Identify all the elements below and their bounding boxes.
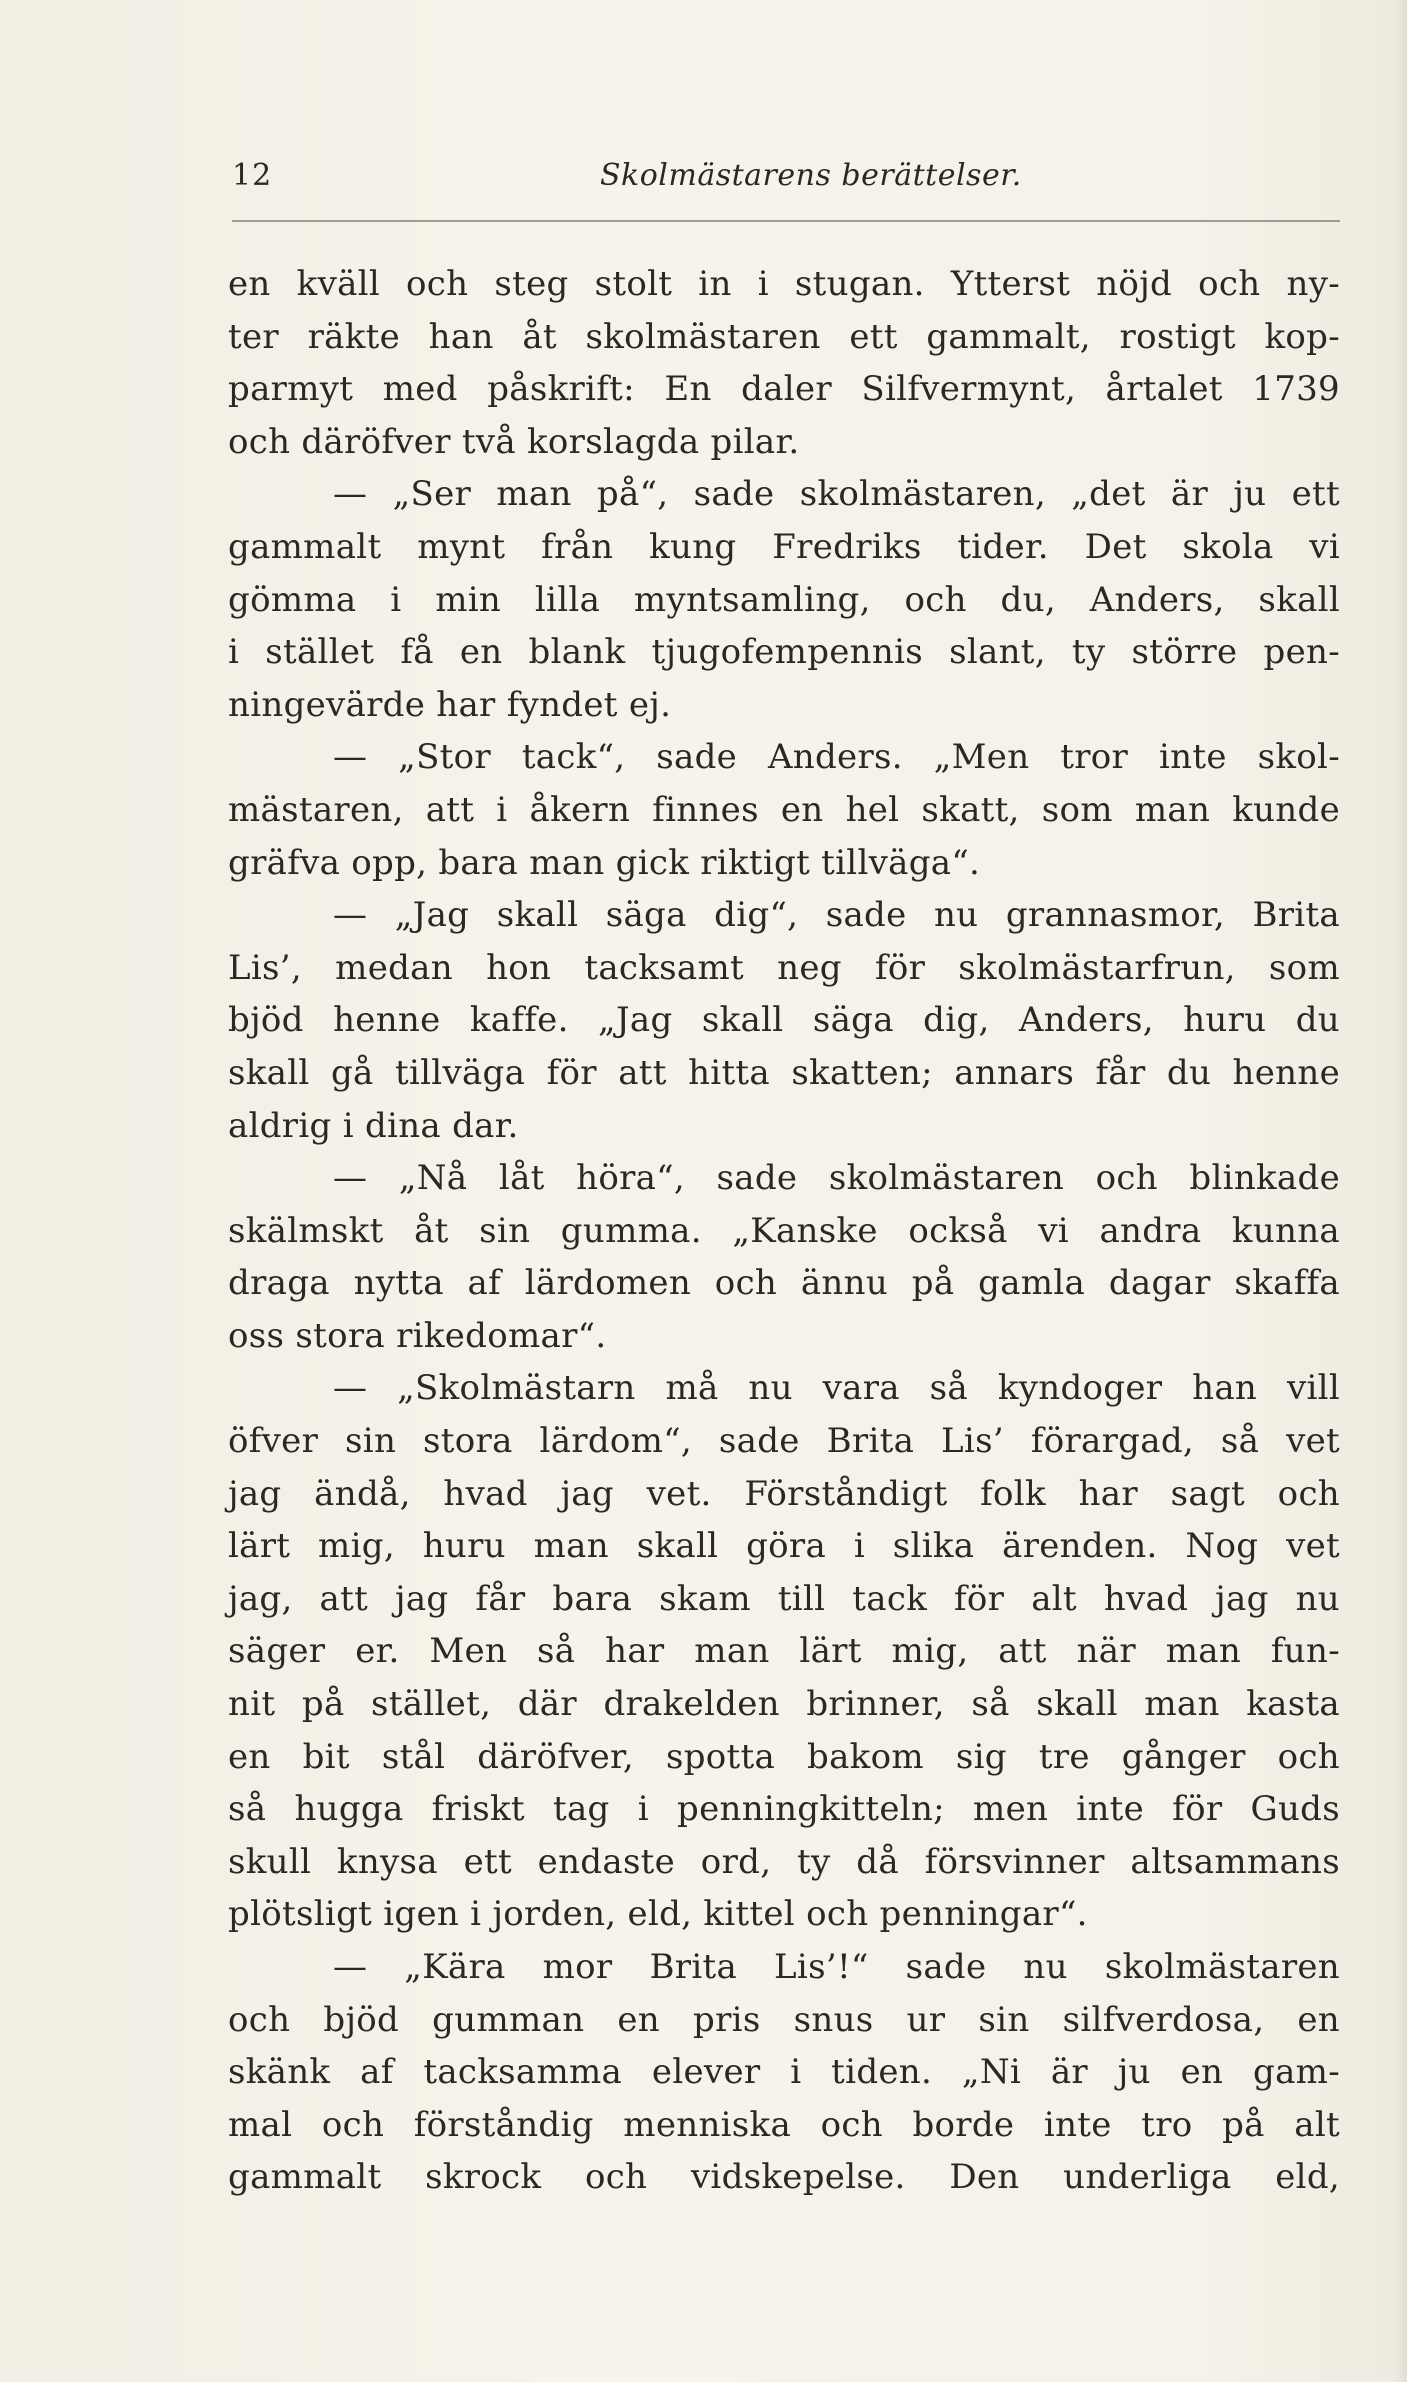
text-line: gömma i min lilla myntsamling, och du, Anders, skall [228, 579, 1340, 620]
text-line: skall gå tillväga för att hitta skatten; annars får du henne [228, 1052, 1340, 1093]
text-line: parmyt med påskrift: En daler Silfvermynt, årtalet 1739 [228, 369, 1340, 410]
page-edge-shadow [1395, 0, 1407, 2382]
text-line: en bit stål däröfver, spotta bakom sig tre gånger och [228, 1736, 1340, 1777]
text-line: bjöd henne kaffe. „Jag skall säga dig, Anders, huru du [228, 1000, 1340, 1041]
text-line: nit på stället, där drakelden brinner, så skall man kasta [228, 1684, 1340, 1725]
text-line: så hugga friskt tag i penningkitteln; men inte för Guds [228, 1789, 1340, 1830]
text-line: skänk af tacksamma elever i tiden. „Ni är ju en gam- [228, 2052, 1340, 2093]
text-line: plötsligt igen i jorden, eld, kittel och penningar“. [228, 1894, 1088, 1935]
text-line: lärt mig, huru man skall göra i slika ärenden. Nog vet [228, 1526, 1340, 1567]
text-line: draga nytta af lärdomen och ännu på gamla dagar skaffa [228, 1263, 1340, 1304]
text-line: säger er. Men så har man lärt mig, att när man fun- [228, 1631, 1340, 1672]
text-line: — „Ser man på“, sade skolmästaren, „det är ju ett [333, 474, 1340, 515]
text-line: — „Nå låt höra“, sade skolmästaren och blinkade [333, 1158, 1340, 1199]
text-line: gammalt mynt från kung Fredriks tider. Det skola vi [228, 526, 1340, 567]
text-line: och däröfver två korslagda pilar. [228, 421, 800, 462]
text-line: en kväll och steg stolt in i stugan. Ytterst nöjd och ny- [228, 264, 1340, 304]
text-line: oss stora rikedomar“. [228, 1315, 607, 1356]
running-header [232, 158, 1340, 208]
text-line: aldrig i dina dar. [228, 1105, 519, 1146]
page-number: 12 [232, 158, 273, 193]
text-line: jag, att jag får bara skam till tack för alt hvad jag nu [228, 1578, 1340, 1619]
running-title: Skolmästarens berättelser. [600, 158, 1022, 193]
text-line: — „Kära mor Brita Lis’!“ sade nu skolmästaren [333, 1947, 1340, 1987]
text-line: gräfva opp, bara man gick riktigt tillväga“. [228, 842, 981, 883]
text-line: mal och förståndig menniska och borde inte tro på alt [228, 2104, 1340, 2145]
text-line: Lis’, medan hon tacksamt neg för skolmästarfrun, som [228, 947, 1340, 988]
text-line: — „Skolmästarn må nu vara så kyndoger han vill [333, 1368, 1340, 1409]
text-line: gammalt skrock och vidskepelse. Den underliga eld, [228, 2157, 1340, 2198]
body-text [228, 258, 1340, 2204]
text-line: och bjöd gumman en pris snus ur sin silfverdosa, en [228, 1999, 1340, 2040]
header-rule [232, 220, 1340, 222]
text-line: — „Jag skall säga dig“, sade nu grannasmor, Brita [333, 895, 1340, 936]
text-line: jag ändå, hvad jag vet. Förståndigt folk har sagt och [228, 1473, 1340, 1514]
text-line: — „Stor tack“, sade Anders. „Men tror inte skol- [333, 737, 1340, 778]
text-line: skull knysa ett endaste ord, ty då försvinner altsammans [228, 1841, 1340, 1882]
text-line: i stället få en blank tjugofempennis slant, ty större pen- [228, 632, 1340, 673]
text-line: ningevärde har fyndet ej. [228, 684, 672, 725]
text-line: ter räkte han åt skolmästaren ett gammalt, rostigt kop- [228, 316, 1340, 357]
text-line: skälmskt åt sin gumma. „Kanske också vi andra kunna [228, 1210, 1340, 1251]
text-line: öfver sin stora lärdom“, sade Brita Lis’ förargad, så vet [228, 1421, 1340, 1462]
text-line: mästaren, att i åkern finnes en hel skatt, som man kunde [228, 789, 1340, 830]
